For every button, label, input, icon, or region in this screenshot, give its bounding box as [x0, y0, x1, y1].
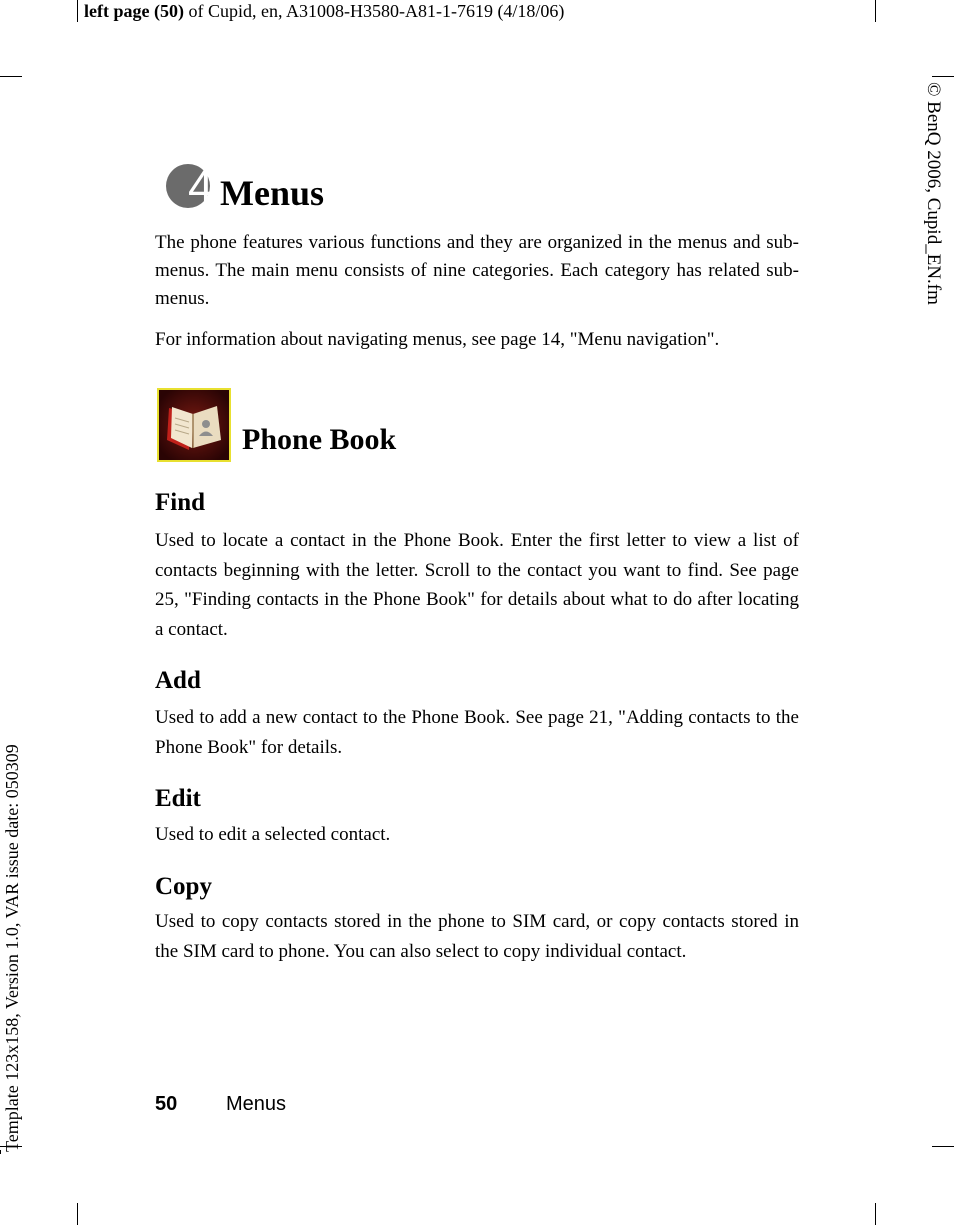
item-heading-add: Add — [155, 667, 201, 694]
section-title: Phone Book — [242, 423, 397, 456]
chapter-number: 4 — [188, 160, 214, 212]
crop-mark — [875, 0, 876, 22]
footer-title: Menus — [226, 1093, 287, 1115]
item-heading-copy: Copy — [155, 873, 212, 900]
crop-mark — [932, 1146, 954, 1147]
crop-mark — [0, 76, 22, 77]
item-text-copy: Used to copy contacts stored in the phone to SIM card, or copy contacts stored in the SIM card to phone. You can also select to copy individual contact. — [155, 911, 799, 962]
crop-mark — [875, 1203, 876, 1225]
chapter-title: Menus — [220, 173, 325, 213]
item-heading-edit: Edit — [155, 785, 201, 812]
navigation-note: For information about navigating menus, see page 14, "Menu navigation". — [155, 329, 720, 350]
template-sidebar: Template 123x158, Version 1.0, VAR issue date: 050309 — [2, 744, 22, 1152]
side-rule — [0, 1150, 1, 1154]
crop-mark — [77, 0, 78, 22]
item-text-find: Used to locate a contact in the Phone Book. Enter the first letter to view a list of contacts beginning with the letter. Scroll to the contact you want to find. See page 25, "Finding contacts in the Phone Book" for details about what to do after locating a contact. — [155, 530, 799, 640]
crop-mark — [77, 1203, 78, 1225]
chapter-number-badge — [166, 160, 214, 212]
crop-mark — [932, 76, 954, 77]
chapter-intro: The phone features various functions and they are organized in the menus and sub-menus. The main menu consists of nine categories. Each category has related sub-menus. — [155, 232, 799, 309]
print-header-page: left page (50) — [84, 1, 184, 21]
phone-book-icon — [157, 388, 231, 462]
print-header-info: of Cupid, en, A31008-H3580-A81-1-7619 (4/18/06) — [183, 1, 565, 21]
item-text-edit: Used to edit a selected contact. — [155, 824, 391, 845]
item-heading-find: Find — [155, 489, 206, 516]
page-number: 50 — [155, 1093, 178, 1115]
copyright-sidebar: © BenQ 2006, Cupid_EN.fm — [923, 82, 944, 305]
item-text-add: Used to add a new contact to the Phone Book. See page 21, "Adding contacts to the Phone Book" for details. — [155, 707, 799, 758]
print-header — [84, 0, 564, 22]
